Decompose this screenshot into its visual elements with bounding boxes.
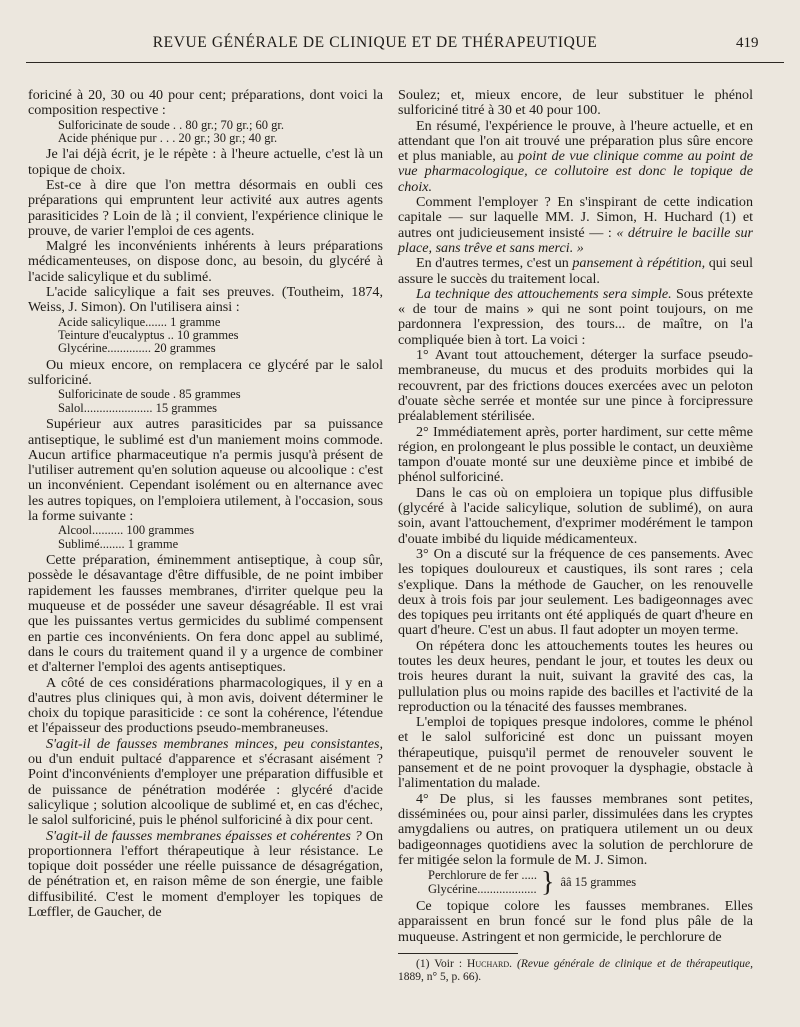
paragraph: foriciné à 20, 30 ou 40 pour cent; préparations, dont voici la composition respective : bbox=[28, 87, 383, 119]
paragraph: A côté de ces considérations pharmacologiques, il y en a d'autres plus cliniques qui, à mon avis, doivent déterminer le choix du topique parasiticide : ce sont la cohérence, l'étendue et l'épaisseur des productions pseudo-membraneuses. bbox=[28, 674, 383, 737]
paragraph: Ce topique colore les fausses membranes. Elles apparaissent en brun foncé sur le fond plus pâle de la muqueuse. Astringent et non germicide, le perchlorure de bbox=[398, 897, 753, 945]
recipe-sublimate bbox=[58, 524, 383, 551]
header-rule bbox=[26, 62, 784, 63]
paragraph-text: En d'autres termes, c'est un bbox=[416, 255, 573, 272]
paragraph: 1° Avant tout attouchement, déterger la surface pseudo-membraneuse, du mucus et des produits morbides qui la recouvrent, par des frictions douces exercées avec un peloton d'ouate sèche serrée et montée sur une pince à forcipressure préalablement stérilisée. bbox=[398, 347, 753, 425]
italic-phrase: « détruire le bacille sur place, sans trêve et sans merci. » bbox=[398, 224, 754, 256]
paragraph-text: ou d'un enduit pultacé d'apparence et s'écrasant aisément ? Point d'inconvénients d'employer une préparation diffusible et de puissance de pénétration modérée : glycéré d'acide salicylique ; solution alcoolique de sublimé et, en cas d'échec, le salol sulforiciné, puis le phénol sulforiciné à dix pour cent. bbox=[28, 751, 383, 829]
paragraph: Ou mieux encore, on remplacera ce glycéré par le salol sulforiciné. bbox=[28, 356, 383, 389]
running-header bbox=[0, 34, 800, 58]
mix-ingredients bbox=[428, 869, 537, 896]
paragraph: L'acide salicylique a fait ses preuves. (Toutheim, 1874, Weiss, J. Simon). On l'utilisera ainsi : bbox=[28, 284, 383, 316]
paragraph: 2° Immédiatement après, porter hardiment, sur cette même région, en prolongeant le plus possible le contact, un deuxième tampon d'ouate monté sur une deuxième pince et imbibé de phénol sulforiciné. bbox=[398, 423, 753, 486]
italic-phrase: pansement à répétition, bbox=[572, 255, 706, 272]
paragraph bbox=[28, 829, 383, 921]
recipe-salol bbox=[58, 388, 383, 415]
paragraph: Cette préparation, éminemment antiseptique, à coup sûr, possède le désavantage d'être diffusible, de ne point imbiber rapidement les fausses membranes, d'irriter quelque peu la muqueuse et de posséder une saveur désagréable. Il est vrai que les puissantes vertus germicides du sublimé compensent en partie ces inconvénients. On fera donc appel au sublimé, dans le cours du traitement quand il y a urgence de combiner et d'alterner l'emploi des agents antiseptiques. bbox=[28, 552, 383, 676]
recipe-perchloride bbox=[428, 866, 753, 898]
recipe-line: Glycérine................... bbox=[428, 881, 537, 896]
italic-phrase: point de vue clinique comme au point de vue pharmacologique, ce collutoire est donc le topique de choix. bbox=[398, 148, 753, 195]
paragraph: L'emploi de topiques presque indolores, comme le phénol et le salol sulforiciné est donc un puissant moyen thérapeutique, puisqu'il permet de renouveler souvent le pansement et de ne point provoquer la dysphagie, obstacle à l'alimentation du malade. bbox=[398, 714, 753, 792]
footnote-author: Huchard. bbox=[467, 957, 512, 970]
paragraph: Est-ce à dire que l'on mettra désormais en oubli ces préparations qui empruntent leur activité aux autres agents parasiticides ? Loin de là ; il convient, l'expérience clinique le prouve, de varier l'emploi de ces agents. bbox=[28, 177, 383, 239]
paragraph bbox=[398, 287, 753, 348]
paragraph: Je l'ai déjà écrit, je le répète : à l'heure actuelle, c'est là un topique de choix. bbox=[28, 146, 383, 178]
paragraph: 4° De plus, si les fausses membranes sont petites, disséminées ou, pour ainsi parler, dissimulées dans les cryptes amygdaliens ou autres, on pratiquera utilement un ou deux badigeonnages quotidiens avec la solution de perchlorure de fer mitigée selon la formule de M. J. Simon. bbox=[398, 790, 753, 868]
recipe-line: Acide phénique pur . . . 20 gr.; 30 gr.; 40 gr. bbox=[58, 131, 278, 145]
page-number: 419 bbox=[736, 35, 759, 51]
footnote-source: (Revue générale de clinique et de thérapeutique, bbox=[512, 957, 754, 970]
paragraph: Supérieur aux autres parasiticides par sa puissance antiseptique, le sublimé est d'un maniement moins commode. Aucun artifice pharmaceutique n'a permis jusqu'à présent de l'utiliser autrement qu'en solution aqueuse ou alcoolique : c'est un inconvénient. Cependant isolément ou en alternance avec les autres topiques, on l'emploiera utilement, à l'occasion, sous la forme suivante : bbox=[28, 416, 383, 525]
paragraph-text: qui seul assure le succès du traitement local. bbox=[398, 255, 753, 287]
recipe-line: Sulforicinate de soude . 85 grammes bbox=[58, 387, 241, 402]
left-column bbox=[28, 88, 383, 920]
brace-glyph: } bbox=[540, 866, 555, 898]
recipe-line: Perchlorure de fer ..... bbox=[428, 868, 537, 883]
paragraph bbox=[398, 195, 753, 256]
recipe-line: Glycérine.............. 20 grammes bbox=[58, 341, 216, 356]
paragraph: 3° On a discuté sur la fréquence de ces pansements. Avec les topiques douloureux et caustiques, ils sont rares ; cela s'explique. Dans la méthode de Gaucher, on les renouvelle deux à trois fois par jour seulement. Les badigeonnages avec des topiques peu irritants ont été appliqués de quart d'heure en quart d'heure. C'est un abus. Il faut adopter un moyen terme. bbox=[398, 545, 753, 639]
recipe-line: Acide salicylique....... 1 gramme bbox=[58, 314, 221, 329]
footnote-text: 1889, n° 5, p. 66). bbox=[398, 970, 482, 983]
recipe-line: Teinture d'eucalyptus .. 10 grammes bbox=[58, 328, 239, 343]
mix-amount: ââ 15 grammes bbox=[560, 874, 637, 889]
paragraph: Malgré les inconvénients inhérents à leurs préparations médicamenteuses, on dispose donc, au besoin, du glycéré à l'acide salicylique et du sublimé. bbox=[28, 238, 383, 285]
journal-title: REVUE GÉNÉRALE DE CLINIQUE ET DE THÉRAPEUTIQUE bbox=[152, 34, 598, 51]
right-column bbox=[398, 88, 753, 984]
recipe-line: Sublimé........ 1 gramme bbox=[58, 536, 179, 551]
recipe-phenol-concentrations bbox=[58, 119, 383, 146]
paragraph: On répétera donc les attouchements toutes les heures ou toutes les deux heures, pendant le jour, et toutes les deux ou trois heures durant la nuit, suivant la gravité des cas, la pullulation plus ou moins rapide des bacilles et l'activité de la reproduction ou la ténacité des fausses membranes. bbox=[398, 637, 753, 715]
recipe-salicylic bbox=[58, 316, 383, 356]
paragraph-text: Sous prétexte « de tour de mains » qui ne sont point toujours, on me pardonnera l'expression, des tours... de maître, on l'a compliquée bien à tort. La voici : bbox=[398, 285, 753, 348]
paragraph bbox=[398, 256, 753, 287]
recipe-line: Alcool.......... 100 grammes bbox=[58, 523, 195, 538]
recipe-line: Salol...................... 15 grammes bbox=[58, 400, 218, 415]
paragraph: Soulez; et, mieux encore, de leur substituer le phénol sulforiciné titré à 30 et 40 pour 100. bbox=[398, 87, 753, 119]
footnote bbox=[398, 958, 753, 984]
paragraph bbox=[28, 737, 383, 829]
paragraph-text: On proportionnera l'effort thérapeutique à leur résistance. Le topique doit posséder une réelle puissance de désagrégation, de pénétration et, en raison même de son énergie, une faible diffusibilité. C'est le moment d'employer les topiques de Lœffler, de Gaucher, de bbox=[28, 827, 383, 921]
footnote-rule bbox=[398, 953, 518, 954]
italic-phrase: S'agit-il de fausses membranes minces, peu consistantes, bbox=[46, 735, 383, 752]
paragraph bbox=[398, 119, 753, 195]
recipe-line: Sulforicinate de soude . . 80 gr.; 70 gr.; 60 gr. bbox=[58, 117, 285, 132]
italic-phrase: S'agit-il de fausses membranes épaisses et cohérentes ? bbox=[46, 827, 362, 844]
paragraph-text: Comment l'employer ? En s'inspirant de cette indication capitale — sur laquelle MM. J. Simon, H. Huchard (1) et autres ont judicieusement insisté — : bbox=[398, 194, 753, 241]
footnote-text: (1) Voir : bbox=[416, 957, 468, 970]
paragraph: Dans le cas où on emploiera un topique plus diffusible (glycéré à l'acide salicylique, solution de sublimé), on aura soin, avant l'attouchement, d'exprimer modérément le tampon d'ouate imbibé du liquide médicamenteux. bbox=[398, 484, 753, 547]
paragraph-text: En résumé, l'expérience le prouve, à l'heure actuelle, et en attendant que l'on ait trouvé une préparation plus sûre encore et plus maniable, au bbox=[398, 117, 753, 165]
italic-phrase: La technique des attouchements sera simple. bbox=[416, 285, 672, 302]
